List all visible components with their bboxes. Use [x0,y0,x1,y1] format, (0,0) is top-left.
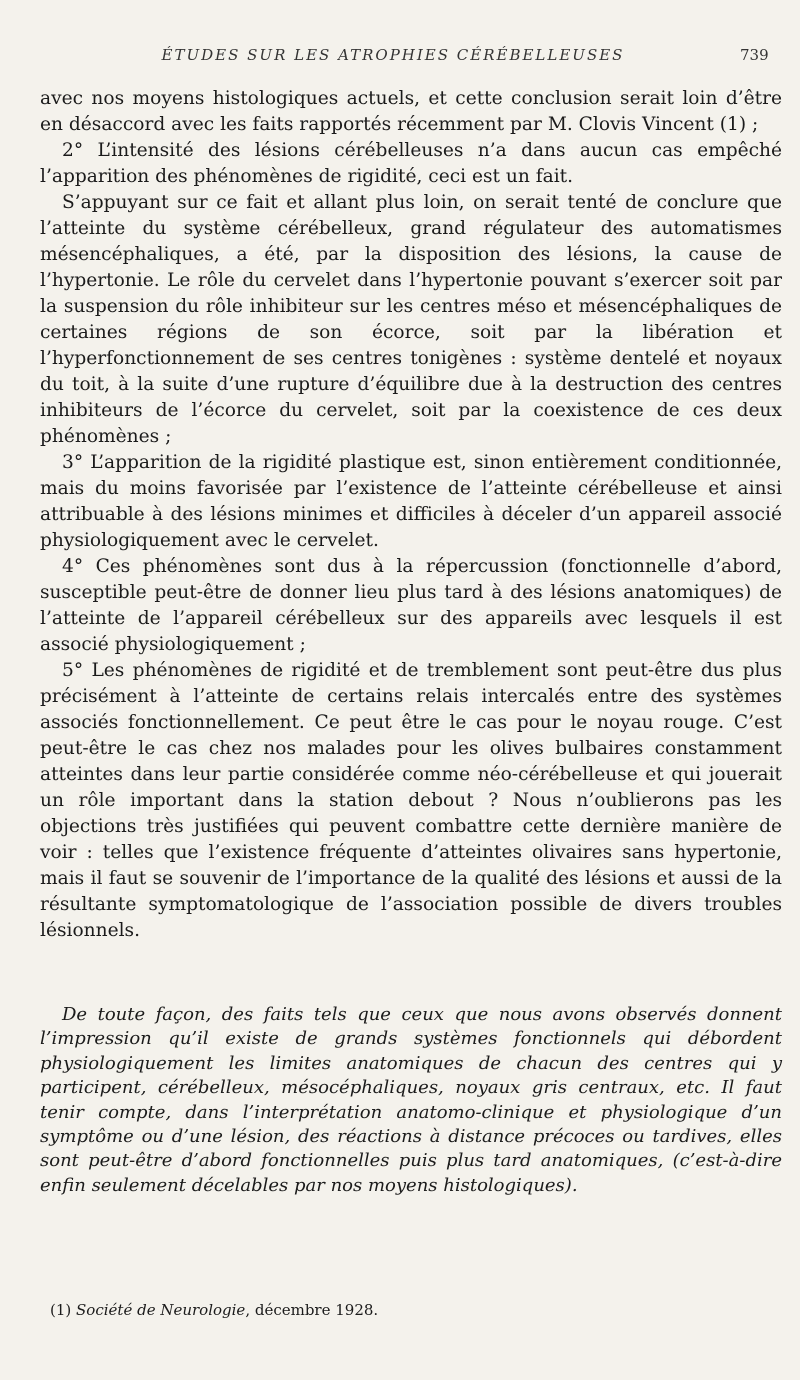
page-number: 739 [740,46,769,64]
footnote [50,1300,378,1320]
conclusion-paragraph: De toute façon, des faits tels que ceux que nous avons observés donnent l’impression qu’il existe de grands systèmes fonctionnels qui débordent physiologiquement les limites anatomiques de chacun des centres qui y participent, cérébelleux, mésocéphaliques, noyaux gris centraux, etc. Il faut tenir compte, dans l’interprétation anatomo-clinique et physiologique d’un symptôme ou d’une lésion, des réactions à distance précoces ou tardives, elles sont peut-être d’abord fonctionnelles puis plus tard anatomiques, (c’est-à-dire enfin seulement décelables par nos moyens histologiques). [40,1004,782,1196]
paragraph-point-2: 2° L’intensité des lésions cérébelleuses n’a dans aucun cas empêché l’apparition des phénomènes de rigidité, ceci est un fait. [40,140,782,187]
footnote-marker: (1) [50,1301,72,1319]
paragraph-point-3: 3° L’apparition de la rigidité plastique est, sinon entièrement conditionnée, mais du moins favorisée par l’existence de l’atteinte cérébelleuse et ainsi attribuable à des lésions minimes et difficiles à déceler d’un appareil associé physiologiquement avec le cervelet. [40,452,782,551]
footnote-journal: Société de Neurologie [76,1301,246,1319]
paragraph-continuation: avec nos moyens histologiques actuels, et cette conclusion serait loin d’être en désaccord avec les faits rapportés récemment par M. Clovis Vincent (1) ; [40,88,782,135]
main-text [40,86,782,944]
paragraph-point-5: 5° Les phénomènes de rigidité et de tremblement sont peut-être dus plus précisément à l’atteinte de certains relais intercalés entre des systèmes associés fonctionnellement. Ce peut être le cas pour le noyau rouge. C’est peut-être le cas chez nos malades pour les olives bulbaires constamment atteintes dans leur partie considérée comme néo-cérébelleuse et qui jouerait un rôle important dans la station debout ? Nous n’oublierons pas les objections très justifiées qui peuvent combattre cette dernière manière de voir : telles que l’existence fréquente d’atteintes olivaires sans hypertonie, mais il faut se souvenir de l’importance de la qualité des lésions et aussi de la résultante symptomatologique de l’association possible de divers troubles lésionnels. [40,660,782,941]
paragraph-point-4: 4° Ces phénomènes sont dus à la répercussion (fonctionnelle d’abord, susceptible peut-être de donner lieu plus tard à des lésions anatomiques) de l’atteinte de l’appareil cérébelleux sur des appareils avec lesquels il est associé physiologiquement ; [40,556,782,655]
footnote-date: , décembre 1928. [245,1301,379,1319]
paragraph-hypertonie: S’appuyant sur ce fait et allant plus loin, on serait tenté de conclure que l’atteinte du système cérébelleux, grand régulateur des automatismes mésencéphaliques, a été, par la disposition des lésions, la cause de l’hypertonie. Le rôle du cervelet dans l’hypertonie pouvant s’exercer soit par la suspension du rôle inhibiteur sur les centres méso et mésencéphaliques de certaines régions de son écorce, soit par la libération et l’hyperfonctionnement de ses centres tonigènes : système dentelé et noyaux du toit, à la suite d’une rupture d’équilibre due à la destruction des centres inhibiteurs de l’écorce du cervelet, soit par la coexistence de ces deux phénomènes ; [40,192,782,447]
running-title: ÉTUDES SUR LES ATROPHIES CÉRÉBELLEUSES [161,46,625,64]
